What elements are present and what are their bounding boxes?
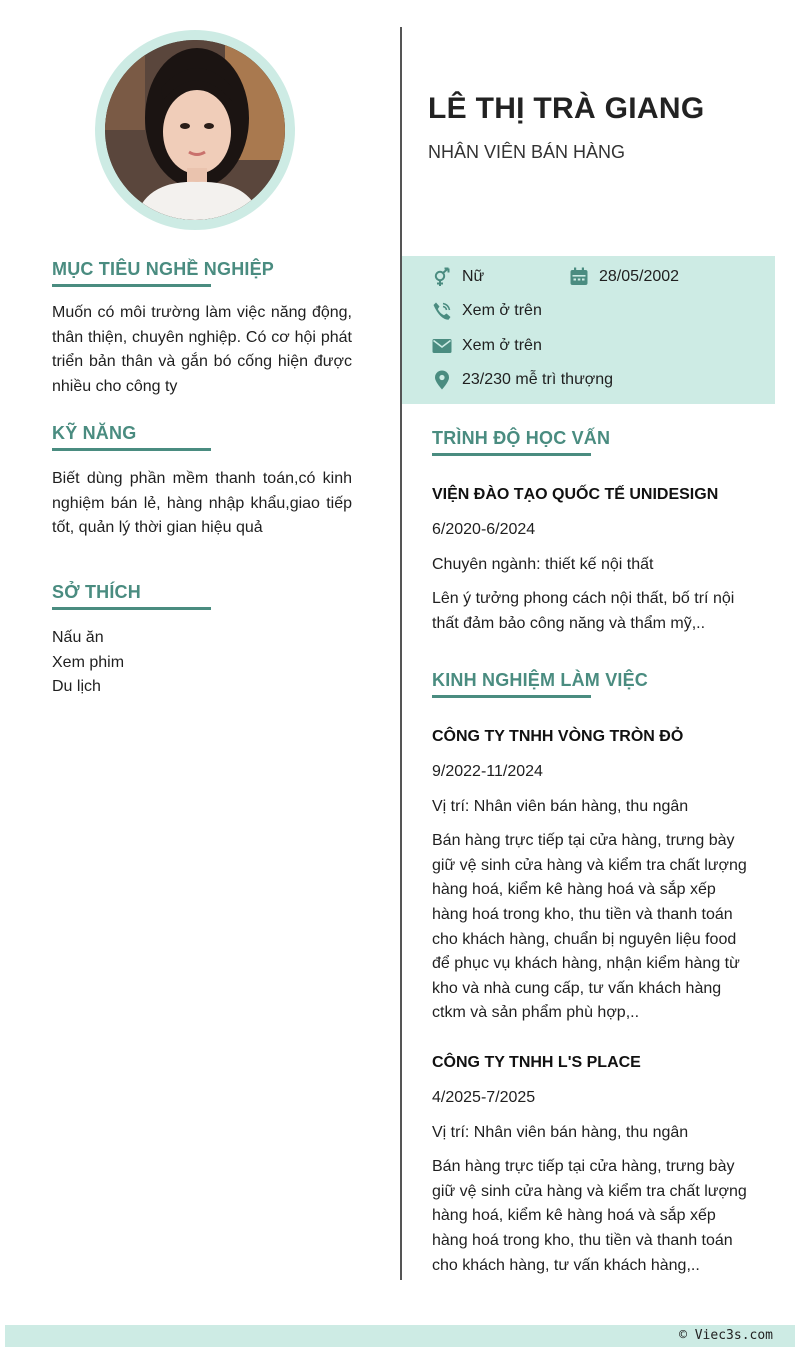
education-description: Lên ý tưởng phong cách nội thất, bố trí nội thất đảm bảo công năng và thẩm mỹ,.. — [432, 590, 735, 632]
avatar-frame — [95, 30, 295, 230]
skills-underline — [52, 448, 211, 451]
gender-row — [432, 267, 484, 287]
experience-description: Bán hàng trực tiếp tại cửa hàng, trưng bày giữ vệ sinh cửa hàng và kiểm tra chất lượng hàng hoá, kiểm kê hàng hoá và sắp xếp hàng hoá trong kho, thu tiền và thanh toán cho khách hàng, tư vấn khách hàng,.. — [432, 1158, 747, 1274]
skills-text: Biết dùng phần mềm thanh toán,có kinh nghiệm bán lẻ, hàng nhập khẩu,giao tiếp tốt, quản lý thời gian hiệu quả — [52, 470, 352, 537]
email-row — [432, 336, 542, 356]
footer-bar — [5, 1325, 795, 1347]
education-major: Chuyên ngành: thiết kế nội thất — [432, 555, 654, 573]
candidate-name: LÊ THỊ TRÀ GIANG — [428, 92, 705, 125]
objective-underline — [52, 284, 211, 287]
phone-row — [432, 301, 542, 321]
objective-title: MỤC TIÊU NGHỀ NGHIỆP — [52, 259, 275, 279]
address-value: 23/230 mễ trì thượng — [462, 371, 614, 388]
experience-role: Vị trí: Nhân viên bán hàng, thu ngân — [432, 1123, 689, 1141]
email-icon — [432, 336, 452, 356]
hobby-item: Xem phim — [52, 653, 125, 671]
experience-underline — [432, 695, 591, 698]
objective-section — [52, 259, 352, 399]
footer-copyright[interactable]: © Viec3s.com — [679, 1328, 773, 1343]
experience-company: CÔNG TY TNHH VÒNG TRÒN ĐỎ — [432, 728, 684, 745]
phone-icon — [432, 301, 452, 321]
education-underline — [432, 453, 591, 456]
address-row — [432, 370, 613, 390]
experience-item — [432, 728, 754, 1026]
skills-title: KỸ NĂNG — [52, 423, 137, 443]
avatar-photo — [105, 40, 285, 220]
experience-period: 4/2025-7/2025 — [432, 1088, 536, 1106]
column-divider — [400, 27, 402, 1280]
education-period: 6/2020-6/2024 — [432, 521, 536, 538]
candidate-position: NHÂN VIÊN BÁN HÀNG — [428, 142, 626, 162]
experience-item — [432, 1054, 754, 1278]
education-school: VIỆN ĐÀO TẠO QUỐC TẾ UNIDESIGN — [432, 486, 719, 503]
experience-company: CÔNG TY TNHH L'S PLACE — [432, 1053, 641, 1071]
phone-value: Xem ở trên — [462, 302, 542, 319]
education-section — [432, 428, 754, 636]
hobbies-section — [52, 582, 352, 700]
gender-value: Nữ — [462, 268, 485, 285]
email-value: Xem ở trên — [462, 337, 542, 354]
hobby-item: Du lịch — [52, 678, 101, 696]
contact-panel — [402, 256, 775, 404]
hobby-item: Nấu ăn — [52, 629, 104, 646]
experience-description: Bán hàng trực tiếp tại cửa hàng, trưng bày giữ vệ sinh cửa hàng và kiểm tra chất lượng hàng hoá, kiểm kê hàng hoá và sắp xếp hàng hoá trong kho, thu tiền và thanh toán cho khách hàng, chuẩn bị nguyên liệu food để phục vụ khách hàng, nhận kiểm hàng từ kho và nhà cung cấp, tư vấn khách hàng ctkm và sản phẩm phù hợp,.. — [432, 832, 747, 1022]
birthdate-value: 28/05/2002 — [599, 268, 680, 285]
experience-section — [432, 670, 754, 1278]
objective-text: Muốn có môi trường làm việc năng động, thân thiện, chuyên nghiệp. Có cơ hội phát triển bản thân và gắn bó cống hiện được nhiều cho công ty — [52, 304, 352, 395]
experience-period: 9/2022-11/2024 — [432, 763, 543, 780]
calendar-icon — [569, 267, 589, 287]
skills-section — [52, 423, 352, 541]
birthdate-row — [569, 267, 679, 287]
avatar — [105, 40, 285, 220]
gender-icon — [432, 267, 452, 287]
experience-role: Vị trí: Nhân viên bán hàng, thu ngân — [432, 797, 689, 815]
education-title: TRÌNH ĐỘ HỌC VẤN — [432, 428, 611, 448]
hobbies-underline — [52, 607, 211, 610]
location-pin-icon — [432, 370, 452, 390]
hobbies-title: SỞ THÍCH — [52, 582, 141, 602]
experience-title: KINH NGHIỆM LÀM VIỆC — [432, 670, 649, 690]
